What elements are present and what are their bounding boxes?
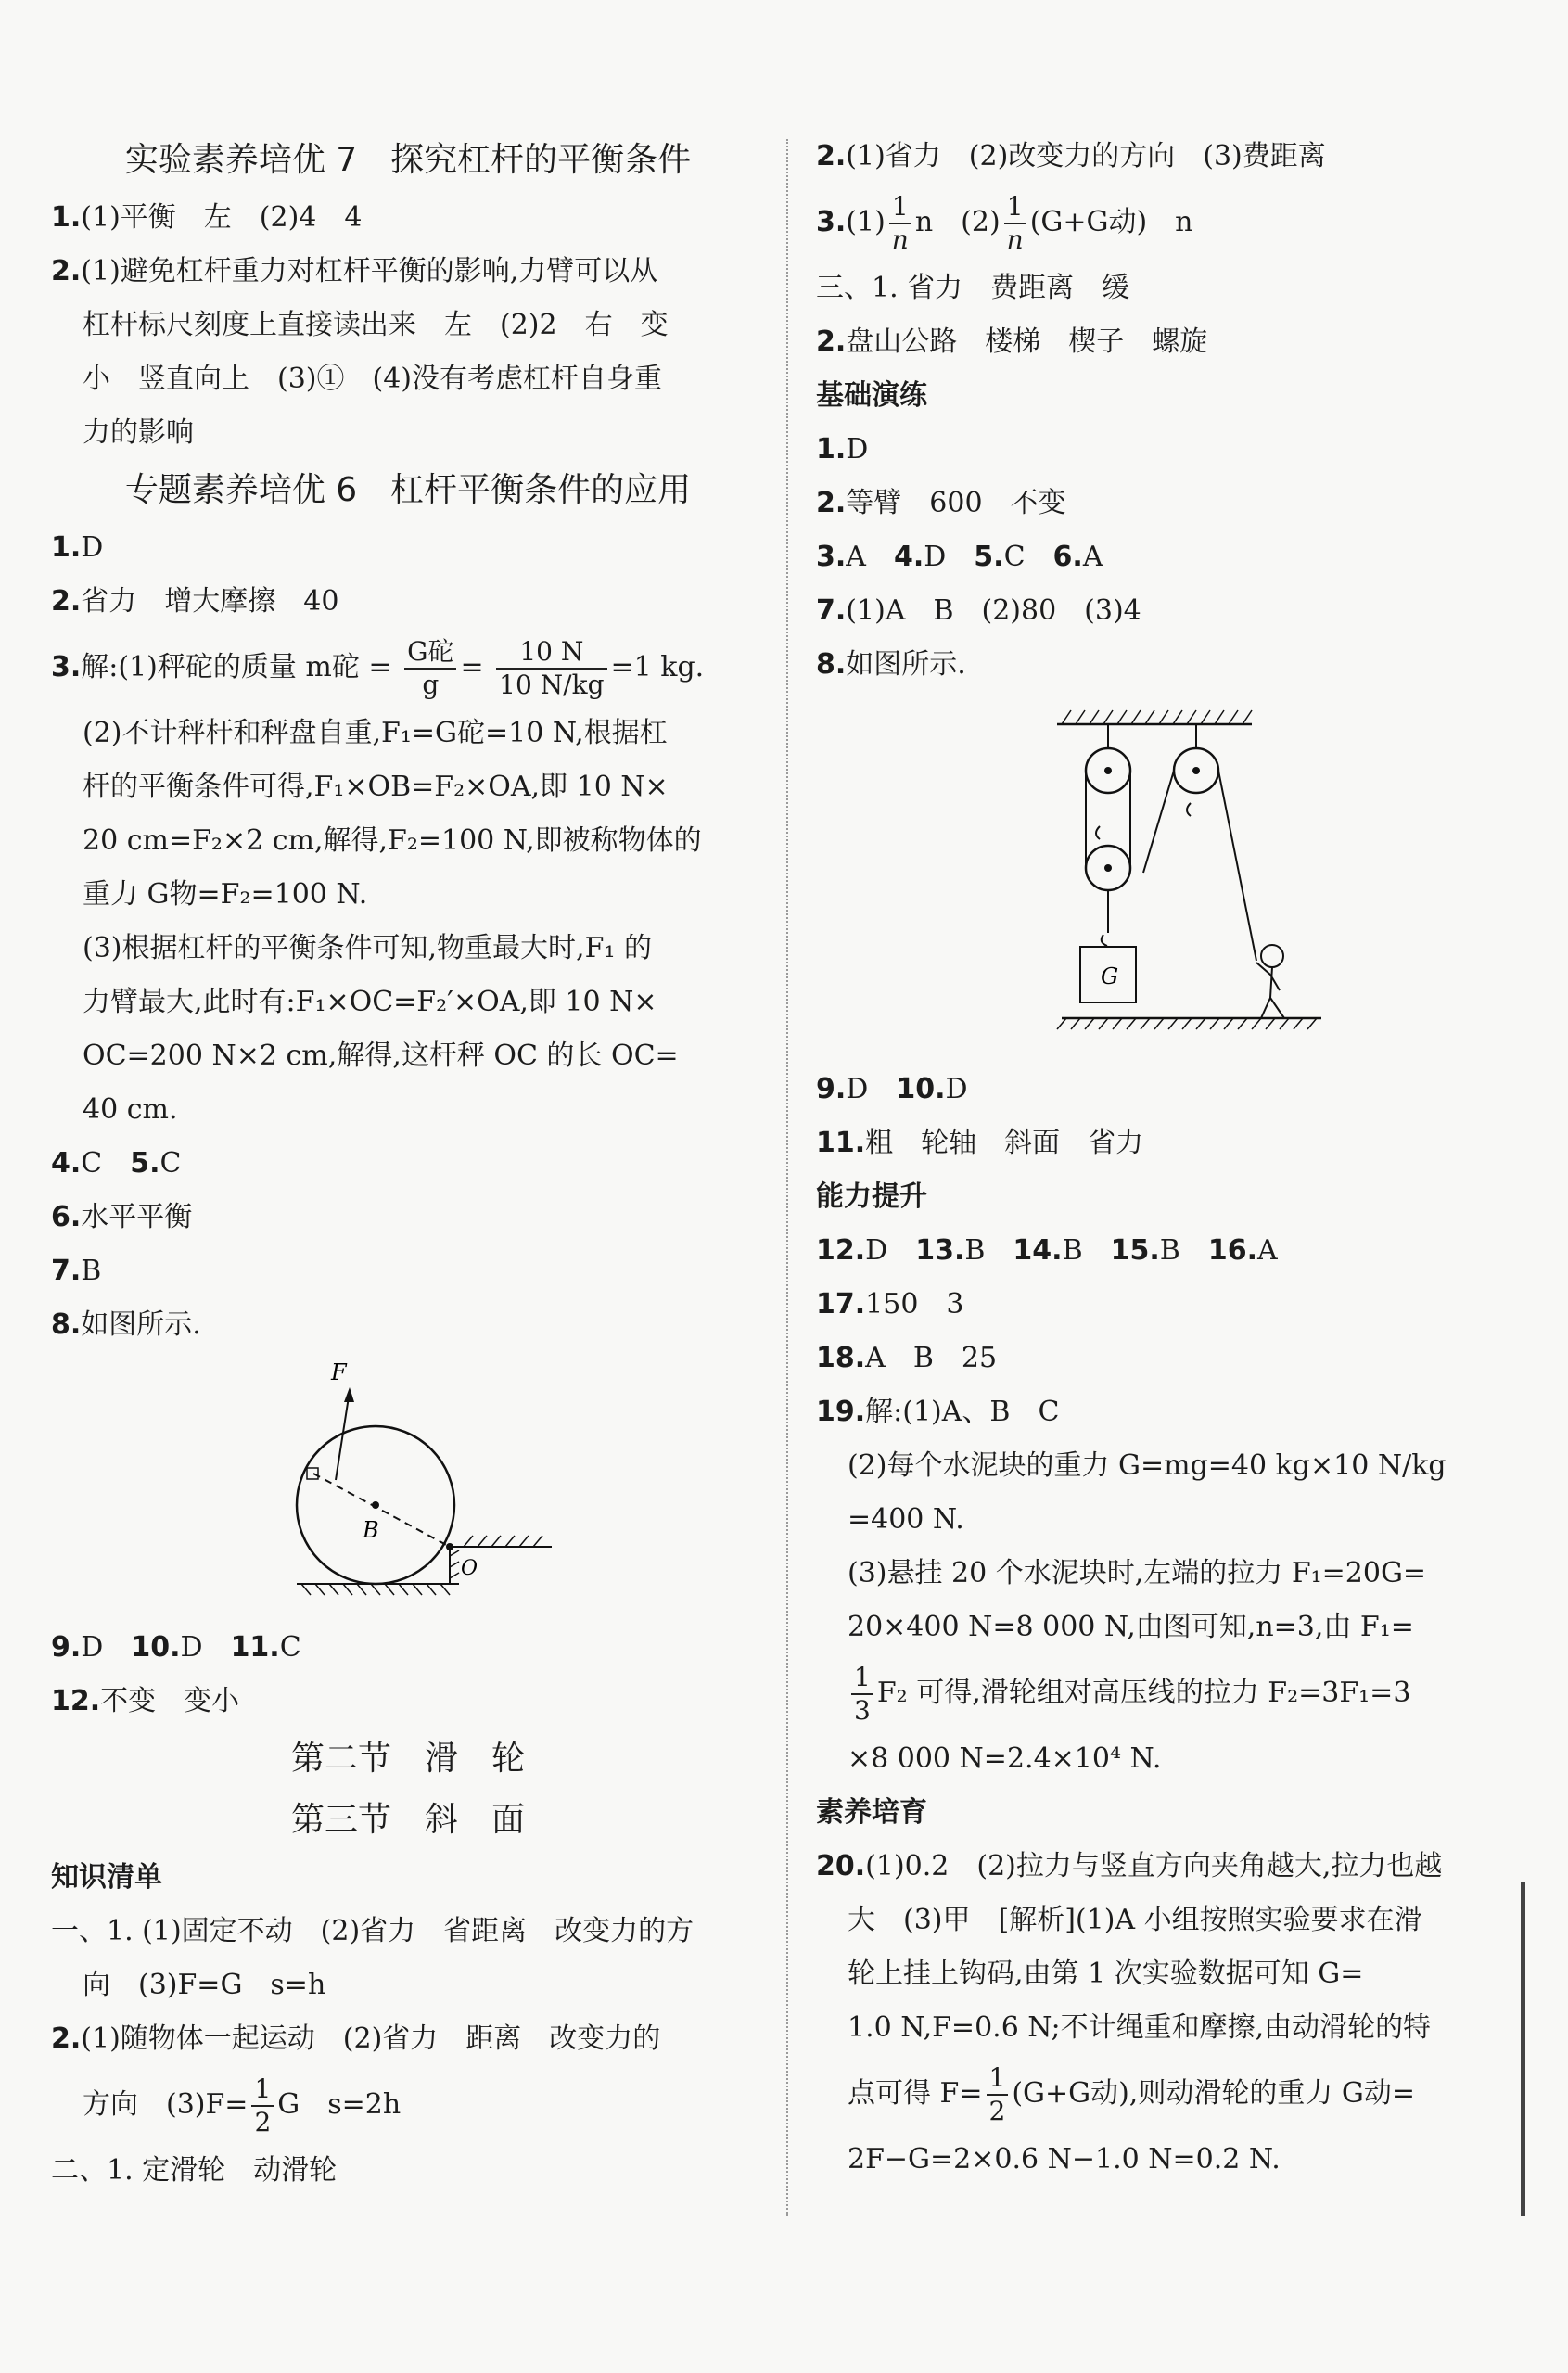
answer-1: 1.D [816, 433, 869, 466]
fraction: $\frac{1}{2}$ [987, 2062, 1009, 2127]
answer-3-cont: (2)不计秤杆和秤盘自重,F₁=G砣=10 N,根据杠 [83, 717, 668, 749]
fraction: $\frac{10 N}{10 N/kg}$ [496, 636, 606, 701]
answer-19-cont: (2)每个水泥块的重力 G=mg=40 kg×10 N/kg [848, 1449, 1447, 1482]
knowledge-1-cont: 向 (3)F=G s=h [83, 1969, 326, 2001]
answer-1: 1.D [51, 531, 104, 564]
fraction: $\frac{1}{n}$ [1004, 191, 1026, 256]
section-title-experiment: 实验素养培优 7 探究杠杆的平衡条件 [124, 141, 692, 179]
answer-20-cont: 2F−G=2×0.6 N−1.0 N=0.2 N. [848, 2143, 1281, 2175]
answer-19: 19.解:(1)A、B C [816, 1396, 1060, 1428]
fraction: $\frac{\text{G砣}}{g}$ [404, 636, 456, 701]
answer-11: 11.粗 轮轴 斜面 省力 [816, 1127, 1144, 1159]
answer-20-cont: 轮上挂上钩码,由第 1 次实验数据可知 G= [848, 1958, 1364, 1990]
section-3-answer-2: 2.盘山公路 楼梯 楔子 螺旋 [816, 325, 1208, 358]
answer-3-cont: 40 cm. [83, 1093, 178, 1126]
answer-20-cont: 1.0 N,F=0.6 N;不计绳重和摩擦,由动滑轮的特 [848, 2011, 1432, 2044]
answer-2-cont: 小 竖直向上 (3)① (4)没有考虑杠杆自身重 [83, 363, 662, 395]
answer-2: 2.等臂 600 不变 [816, 487, 1066, 519]
answer-3-cont: (3)根据杠杆的平衡条件可知,物重最大时,F₁ 的 [83, 932, 652, 964]
answer-20: 20.(1)0.2 (2)拉力与竖直方向夹角越大,拉力也越 [816, 1850, 1443, 1882]
basic-practice-heading: 基础演练 [816, 379, 927, 412]
answer-8: 8.如图所示. [816, 648, 966, 681]
answer-3-cont: OC=200 N×2 cm,解得,这杆秤 OC 的长 OC= [83, 1040, 679, 1072]
ability-heading: 能力提升 [816, 1180, 927, 1213]
answer-7: 7.B [51, 1255, 102, 1287]
answer-19-cont: $\frac{1}{3}$ F₂ 可得,滑轮组对高压线的拉力 F₂=3F₁=3 [816, 1654, 1530, 1732]
literacy-heading: 素养培育 [816, 1796, 927, 1829]
fraction: $\frac{1}{2}$ [251, 2073, 274, 2138]
fraction: $\frac{1}{3}$ [851, 1662, 873, 1727]
knowledge-2-cont: 方向 (3)F= $\frac{1}{2}$ G s=2h [83, 2073, 402, 2137]
answer-2: 2.省力 增大摩擦 40 [51, 585, 339, 618]
lever-circle-figure [51, 1352, 765, 1621]
answer-12: 12.不变 变小 [51, 1685, 240, 1717]
section-title-pulley: 第二节 滑 轮 [290, 1740, 525, 1778]
answer-18: 18.A B 25 [816, 1342, 998, 1374]
answer-3-cont: 重力 G物=F₂=100 N. [83, 878, 368, 911]
answer-7: 7.(1)A B (2)80 (3)4 [816, 594, 1141, 627]
right-column [816, 130, 1530, 2187]
knowledge-list-heading: 知识清单 [51, 1861, 162, 1894]
knowledge-3: 二、1. 定滑轮 动滑轮 [51, 2154, 338, 2187]
section-title-incline: 第三节 斜 面 [290, 1801, 525, 1839]
answer-19-cont: (3)悬挂 20 个水泥块时,左端的拉力 F₁=20G= [848, 1557, 1427, 1589]
label-G: G [1101, 963, 1119, 989]
answer-20-cont: 大 (3)甲 [解析](1)A 小组按照实验要求在滑 [848, 1904, 1422, 1936]
answer-2: 2.(1)省力 (2)改变力的方向 (3)费距离 [816, 140, 1326, 172]
answer-19-cont: ×8 000 N=2.4×10⁴ N. [848, 1742, 1162, 1775]
answer-3-cont: 杆的平衡条件可得,F₁×OB=F₂×OA,即 10 N× [83, 771, 669, 803]
answer-9-10: 9.D 10.D [816, 1073, 968, 1105]
answer-19-cont: 20×400 N=8 000 N,由图可知,n=3,由 F₁= [848, 1611, 1414, 1643]
answer-12-16: 12.D 13.B 14.B 15.B 16.A [816, 1234, 1278, 1267]
answer-8: 8.如图所示. [51, 1308, 201, 1341]
answer-3-cont: 20 cm=F₂×2 cm,解得,F₂=100 N,即被称物体的 [83, 824, 702, 857]
knowledge-2: 2.(1)随物体一起运动 (2)省力 距离 改变力的 [51, 2022, 661, 2055]
answer-9-11: 9.D 10.D 11.C [51, 1631, 301, 1664]
label-O: O [461, 1557, 478, 1580]
answer-2-cont: 力的影响 [83, 416, 194, 449]
answer-20-cont: 点可得 F= $\frac{1}{2}$ (G+G动),则动滑轮的重力 G动= [848, 2062, 1415, 2126]
pulley-system-figure [816, 692, 1530, 1063]
answer-2-cont: 杠杆标尺刻度上直接读出来 左 (2)2 右 变 [83, 309, 669, 341]
column-divider [786, 139, 788, 2216]
section-title-application: 专题素养培优 6 杠杆平衡条件的应用 [124, 471, 692, 509]
left-column [51, 130, 765, 2198]
knowledge-1: 一、1. (1)固定不动 (2)省力 省距离 改变力的方 [51, 1915, 695, 1947]
answer-6: 6.水平平衡 [51, 1201, 193, 1233]
answer-4-5: 4.C 5.C [51, 1147, 182, 1180]
fraction: $\frac{1}{n}$ [889, 191, 911, 256]
answer-19-cont: =400 N. [848, 1503, 964, 1536]
answer-1: 1.(1)平衡 左 (2)4 4 [51, 201, 363, 234]
answer-3: 3.解:(1)秤砣的质量 m砣 = $\frac{\text{G砣}}{g}$ = $\frac{10 N}{10 N/kg}$ =1 kg. [51, 636, 705, 700]
answer-3: 3.(1) $\frac{1}{n}$ n (2) $\frac{1}{n}$ (G+G动) n [816, 191, 1193, 255]
label-B: B [363, 1517, 379, 1543]
label-F: F [331, 1359, 347, 1385]
answer-2: 2.(1)避免杠杆重力对杠杆平衡的影响,力臂可以从 [51, 255, 658, 287]
answer-17: 17.150 3 [816, 1288, 964, 1320]
section-3-answer-1: 三、1. 省力 费距离 缓 [816, 272, 1130, 304]
answer-3-6: 3.A 4.D 5.C 6.A [816, 541, 1103, 573]
answer-3-cont: 力臂最大,此时有:F₁×OC=F₂′×OA,即 10 N× [83, 986, 657, 1018]
